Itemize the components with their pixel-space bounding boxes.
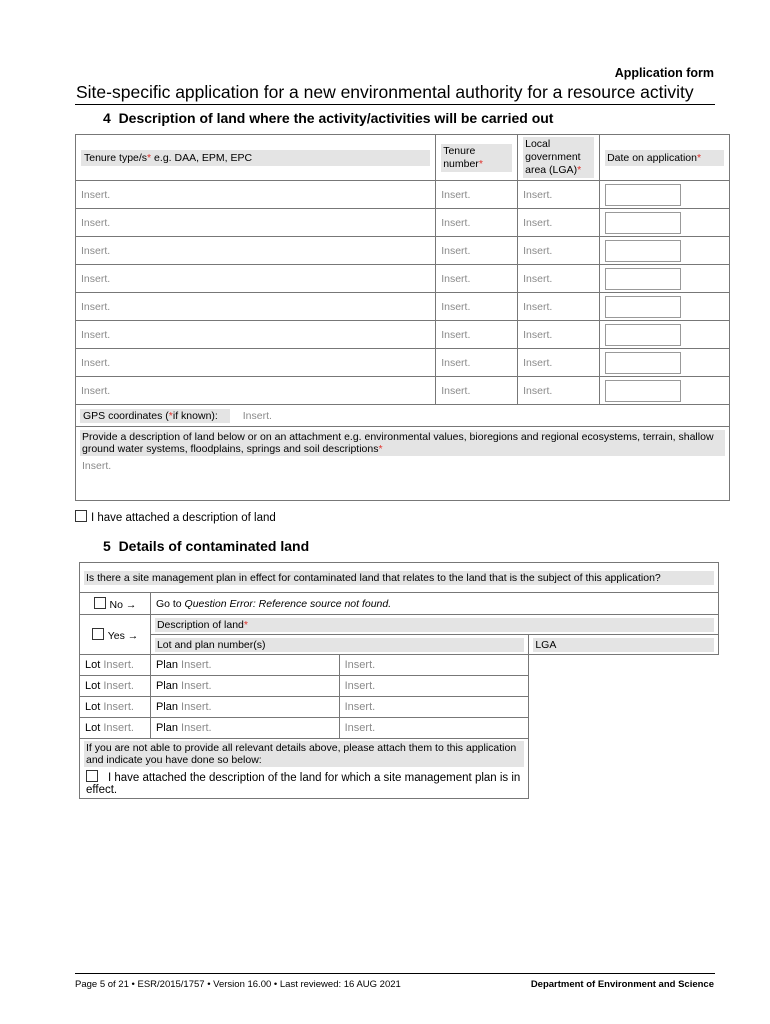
- lga-header: LGA: [533, 638, 714, 652]
- col-tenure-number: [436, 135, 518, 181]
- yes-label: Yes →: [107, 629, 139, 642]
- tenure-type-input[interactable]: Insert.: [76, 349, 436, 377]
- tenure-number-input[interactable]: Insert.: [436, 377, 518, 405]
- lot-label: Lot: [85, 701, 101, 713]
- lga-input[interactable]: Insert.: [518, 265, 600, 293]
- no-option[interactable]: [80, 593, 151, 615]
- col-tenure-type-suffix: e.g. DAA, EPM, EPC: [151, 151, 253, 164]
- col-tenure-type: [76, 135, 436, 181]
- lot-label: Lot: [85, 680, 101, 692]
- site-plan-question-row: [80, 563, 719, 593]
- land-row: [76, 265, 730, 293]
- date-input[interactable]: [605, 268, 681, 290]
- plan-input[interactable]: Insert.: [181, 680, 212, 692]
- required-asterisk: *: [378, 443, 383, 455]
- land-row: [76, 377, 730, 405]
- land-description-row: [76, 427, 730, 501]
- no-text-reference: Question Error: Reference source not found.: [184, 597, 392, 610]
- gps-row: [76, 405, 730, 427]
- lot-lga-input[interactable]: Insert.: [339, 718, 529, 739]
- lga-input[interactable]: Insert.: [518, 181, 600, 209]
- footer-right: Department of Environment and Science: [530, 979, 714, 990]
- plan-label: Plan: [155, 659, 178, 671]
- required-asterisk: *: [168, 409, 173, 422]
- land-row: [76, 293, 730, 321]
- lot-row: [80, 676, 719, 697]
- col-lga-label: Local government area (LGA): [525, 138, 581, 176]
- land-row: [76, 209, 730, 237]
- no-text-a: Go to: [155, 597, 185, 610]
- no-checkbox[interactable]: [94, 597, 106, 609]
- land-table-header: [76, 135, 730, 181]
- land-row: [76, 321, 730, 349]
- title-rule: [75, 104, 715, 105]
- page-title: Site-specific application for a new environmental authority for a resource activity: [76, 82, 694, 102]
- land-description-input[interactable]: Insert.: [82, 460, 112, 472]
- col-date: [600, 135, 730, 181]
- tenure-number-input[interactable]: Insert.: [436, 265, 518, 293]
- site-plan-attached-label: I have attached the description of the land for which a site management plan is in effect.: [86, 772, 521, 796]
- tenure-type-input[interactable]: Insert.: [76, 181, 436, 209]
- tenure-type-input[interactable]: Insert.: [76, 321, 436, 349]
- section4-heading: 4 Description of land where the activity/activities will be carried out: [103, 110, 554, 126]
- section5-heading: 5 Details of contaminated land: [103, 538, 310, 554]
- plan-input[interactable]: Insert.: [181, 722, 212, 734]
- lot-row: [80, 697, 719, 718]
- land-row: [76, 237, 730, 265]
- desc-row: [80, 615, 719, 635]
- attach-note: If you are not able to provide all relevant details above, please attach them to this application and indicate you have done so below:: [84, 741, 524, 767]
- col-date-label: Date on application: [607, 151, 697, 164]
- doc-type: Application form: [614, 66, 714, 80]
- land-description-prompt-text: Provide a description of land below or on an attachment e.g. environmental values, bioregions and regional ecosystems, terrain, shallow ground water systems, floodplains, springs and soil descriptions: [82, 431, 714, 455]
- lot-plan-header: Lot and plan number(s): [155, 638, 524, 652]
- gps-label: [80, 409, 230, 423]
- lot-input[interactable]: Insert.: [103, 722, 134, 734]
- col-tenure-number-label: Tenure number: [443, 144, 479, 170]
- site-plan-attached-checkbox[interactable]: [86, 770, 98, 782]
- footer-rule: [75, 973, 715, 974]
- lot-lga-input[interactable]: Insert.: [339, 676, 529, 697]
- tenure-number-input[interactable]: Insert.: [436, 237, 518, 265]
- plan-input[interactable]: Insert.: [181, 659, 212, 671]
- lga-input[interactable]: Insert.: [518, 349, 600, 377]
- lot-row: [80, 718, 719, 739]
- tenure-type-input[interactable]: Insert.: [76, 293, 436, 321]
- date-input[interactable]: [605, 212, 681, 234]
- site-plan-question: Is there a site management plan in effect for contaminated land that relates to the land that is the subject of this application?: [84, 571, 714, 585]
- plan-label: Plan: [155, 722, 178, 734]
- land-attached-checkbox-row[interactable]: [75, 510, 276, 524]
- note-row: [80, 739, 719, 799]
- site-plan-attached-row[interactable]: [84, 770, 524, 796]
- date-input[interactable]: [605, 296, 681, 318]
- required-asterisk: *: [147, 151, 152, 164]
- date-input[interactable]: [605, 184, 681, 206]
- lga-input[interactable]: Insert.: [518, 293, 600, 321]
- date-input[interactable]: [605, 324, 681, 346]
- land-attached-label: I have attached a description of land: [91, 512, 276, 524]
- tenure-number-input[interactable]: Insert.: [436, 321, 518, 349]
- lot-header-row: [80, 635, 719, 655]
- plan-label: Plan: [155, 680, 178, 692]
- tenure-type-input[interactable]: Insert.: [76, 209, 436, 237]
- no-label: No →: [109, 598, 137, 611]
- date-input[interactable]: [605, 240, 681, 262]
- lot-input[interactable]: Insert.: [103, 659, 134, 671]
- lga-input[interactable]: Insert.: [518, 209, 600, 237]
- lot-lga-input[interactable]: Insert.: [339, 655, 529, 676]
- lot-row: [80, 655, 719, 676]
- lot-label: Lot: [85, 659, 101, 671]
- tenure-number-input[interactable]: Insert.: [436, 209, 518, 237]
- tenure-type-input[interactable]: Insert.: [76, 377, 436, 405]
- gps-label-b: if known):: [172, 409, 218, 422]
- no-row: [80, 593, 719, 615]
- col-tenure-type-label: Tenure type/s: [84, 151, 148, 164]
- land-table: [75, 134, 730, 501]
- plan-label: Plan: [155, 701, 178, 713]
- date-input[interactable]: [605, 352, 681, 374]
- land-description-prompt: [80, 430, 725, 456]
- tenure-number-input[interactable]: Insert.: [436, 293, 518, 321]
- footer-left: Page 5 of 21 • ESR/2015/1757 • Version 16.00 • Last reviewed: 16 AUG 2021: [75, 979, 401, 990]
- yes-option[interactable]: [80, 615, 151, 655]
- required-asterisk: *: [243, 618, 248, 631]
- lga-input[interactable]: Insert.: [518, 377, 600, 405]
- gps-input[interactable]: Insert.: [242, 409, 272, 422]
- tenure-number-input[interactable]: Insert.: [436, 181, 518, 209]
- land-attached-checkbox[interactable]: [75, 510, 87, 522]
- required-asterisk: *: [697, 151, 702, 164]
- tenure-type-input[interactable]: Insert.: [76, 265, 436, 293]
- tenure-type-input[interactable]: Insert.: [76, 237, 436, 265]
- lga-input[interactable]: Insert.: [518, 321, 600, 349]
- plan-input[interactable]: Insert.: [181, 701, 212, 713]
- lot-input[interactable]: Insert.: [103, 701, 134, 713]
- lot-input[interactable]: Insert.: [103, 680, 134, 692]
- date-input[interactable]: [605, 380, 681, 402]
- required-asterisk: *: [478, 157, 483, 170]
- tenure-number-input[interactable]: Insert.: [436, 349, 518, 377]
- lot-label: Lot: [85, 722, 101, 734]
- lga-input[interactable]: Insert.: [518, 237, 600, 265]
- yes-checkbox[interactable]: [92, 628, 104, 640]
- land-row: [76, 349, 730, 377]
- desc-label-text: Description of land: [156, 618, 244, 631]
- gps-label-a: GPS coordinates (: [83, 409, 169, 422]
- col-lga: [518, 135, 600, 181]
- required-asterisk: *: [577, 164, 582, 176]
- desc-label: [155, 618, 714, 632]
- contaminated-land-table: [79, 562, 719, 799]
- land-row: [76, 181, 730, 209]
- lot-lga-input[interactable]: Insert.: [339, 697, 529, 718]
